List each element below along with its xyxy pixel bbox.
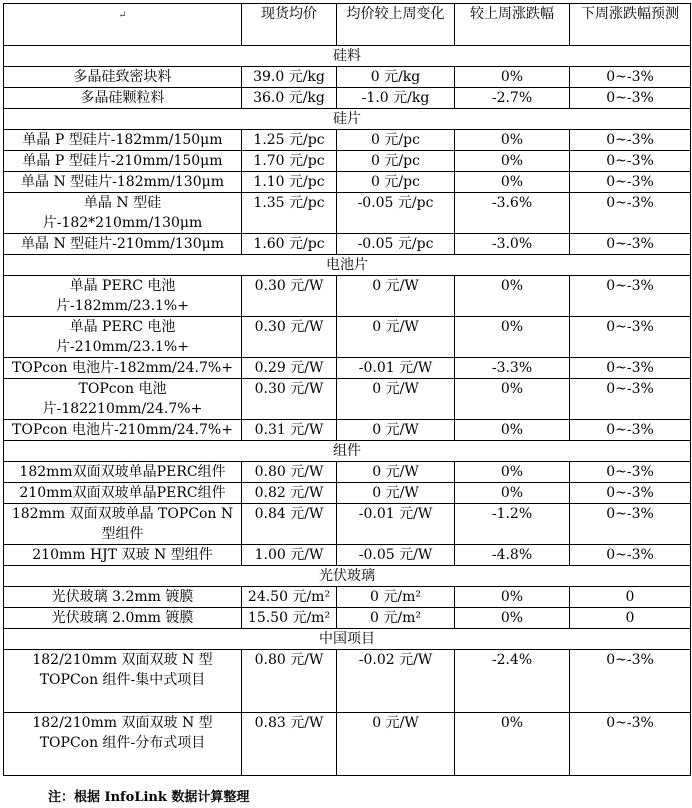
weekly-pct: 0%: [455, 172, 570, 193]
product-name: 210mm HJT 双玻 N 型组件: [4, 545, 242, 566]
product-name: 多晶硅颗粒料: [4, 88, 242, 109]
table-row: [4, 234, 691, 255]
forecast: 0~-3%: [570, 234, 691, 255]
weekly-change: 0 元/m²: [337, 587, 455, 608]
table-row: [4, 713, 691, 776]
weekly-pct: 0%: [455, 130, 570, 151]
forecast: 0~-3%: [570, 420, 691, 441]
weekly-pct: -1.2%: [455, 504, 570, 545]
weekly-pct: -2.4%: [455, 650, 570, 713]
forecast: 0~-3%: [570, 713, 691, 776]
weekly-pct: -3.3%: [455, 358, 570, 379]
weekly-pct: -2.7%: [455, 88, 570, 109]
forecast: 0~-3%: [570, 462, 691, 483]
product-name: 多晶硅致密块料: [4, 67, 242, 88]
forecast: 0~-3%: [570, 193, 691, 234]
weekly-change: -1.0 元/kg: [337, 88, 455, 109]
section-title: 电池片: [4, 255, 691, 276]
weekly-pct: 0%: [455, 317, 570, 358]
weekly-pct: 0%: [455, 420, 570, 441]
spot-price: 1.60 元/pc: [242, 234, 337, 255]
spot-price: 0.30 元/W: [242, 379, 337, 420]
product-name: 单晶 PERC 电池片-182mm/23.1%+: [4, 276, 242, 317]
section-row: [4, 629, 691, 650]
section-row: [4, 46, 691, 67]
spot-price: 36.0 元/kg: [242, 88, 337, 109]
forecast: 0~-3%: [570, 504, 691, 545]
spot-price: 1.10 元/pc: [242, 172, 337, 193]
spot-price: 0.82 元/W: [242, 483, 337, 504]
table-row: [4, 650, 691, 713]
forecast: 0~-3%: [570, 545, 691, 566]
header-row: [4, 4, 691, 46]
table-row: [4, 379, 691, 420]
section-row: [4, 566, 691, 587]
spot-price: 39.0 元/kg: [242, 67, 337, 88]
forecast: 0: [570, 587, 691, 608]
section-title: 中国项目: [4, 629, 691, 650]
table-row: [4, 545, 691, 566]
product-name: 单晶 N 型硅片-182*210mm/130μm: [4, 193, 242, 234]
forecast: 0~-3%: [570, 67, 691, 88]
product-name: 单晶 P 型硅片-210mm/150μm: [4, 151, 242, 172]
weekly-change: -0.01 元/W: [337, 504, 455, 545]
forecast: 0~-3%: [570, 151, 691, 172]
table-row: [4, 462, 691, 483]
forecast: 0~-3%: [570, 379, 691, 420]
paragraph-mark-icon: ↵: [118, 10, 127, 21]
spot-price: 0.80 元/W: [242, 462, 337, 483]
section-title: 硅料: [4, 46, 691, 67]
spot-price: 1.00 元/W: [242, 545, 337, 566]
table-row: [4, 88, 691, 109]
weekly-change: 0 元/pc: [337, 151, 455, 172]
table-row: [4, 587, 691, 608]
forecast: 0~-3%: [570, 130, 691, 151]
weekly-change: 0 元/W: [337, 379, 455, 420]
table-row: [4, 276, 691, 317]
product-name: TOPcon 电池片-210mm/24.7%+: [4, 420, 242, 441]
forecast: 0~-3%: [570, 88, 691, 109]
product-name: 单晶 N 型硅片-210mm/130μm: [4, 234, 242, 255]
table-row: [4, 358, 691, 379]
weekly-pct: 0%: [455, 462, 570, 483]
section-title: 硅片: [4, 109, 691, 130]
product-name: 182/210mm 双面双玻 N 型 TOPCon 组件-分布式项目: [4, 713, 242, 776]
forecast: 0~-3%: [570, 317, 691, 358]
spot-price: 0.31 元/W: [242, 420, 337, 441]
table-row: [4, 608, 691, 629]
footnote: 注：根据 InfoLink 数据计算整理: [48, 790, 250, 805]
weekly-pct: 0%: [455, 379, 570, 420]
weekly-pct: -4.8%: [455, 545, 570, 566]
weekly-change: 0 元/W: [337, 420, 455, 441]
section-row: [4, 255, 691, 276]
weekly-change: 0 元/W: [337, 317, 455, 358]
forecast: 0~-3%: [570, 172, 691, 193]
weekly-change: -0.05 元/pc: [337, 193, 455, 234]
forecast: 0~-3%: [570, 276, 691, 317]
weekly-pct: 0%: [455, 276, 570, 317]
weekly-change: -0.01 元/W: [337, 358, 455, 379]
spot-price: 0.84 元/W: [242, 504, 337, 545]
weekly-change: 0 元/W: [337, 713, 455, 776]
spot-price: 0.30 元/W: [242, 317, 337, 358]
price-table: [3, 3, 691, 776]
table-row: [4, 483, 691, 504]
weekly-pct: 0%: [455, 713, 570, 776]
weekly-change: 0 元/m²: [337, 608, 455, 629]
table-row: [4, 67, 691, 88]
weekly-pct: 0%: [455, 608, 570, 629]
table-row: [4, 193, 691, 234]
header-cell-pct: 较上周涨跌幅: [455, 4, 570, 46]
forecast: 0~-3%: [570, 358, 691, 379]
weekly-change: -0.05 元/W: [337, 545, 455, 566]
header-cell-corner: [4, 4, 242, 46]
weekly-change: 0 元/pc: [337, 130, 455, 151]
weekly-pct: 0%: [455, 587, 570, 608]
spot-price: 0.83 元/W: [242, 713, 337, 776]
product-name: 单晶 PERC 电池片-210mm/23.1%+: [4, 317, 242, 358]
forecast: 0~-3%: [570, 650, 691, 713]
weekly-change: -0.02 元/W: [337, 650, 455, 713]
header-cell-change: 均价较上周变化: [337, 4, 455, 46]
header-cell-price: 现货均价: [242, 4, 337, 46]
spot-price: 0.80 元/W: [242, 650, 337, 713]
weekly-pct: -3.6%: [455, 193, 570, 234]
section-row: [4, 109, 691, 130]
table-row: [4, 151, 691, 172]
forecast: 0: [570, 608, 691, 629]
table-row: [4, 504, 691, 545]
table-row: [4, 317, 691, 358]
table-row: [4, 130, 691, 151]
spot-price: 1.35 元/pc: [242, 193, 337, 234]
product-name: 210mm双面双玻单晶PERC组件: [4, 483, 242, 504]
product-name: 182/210mm 双面双玻 N 型 TOPCon 组件-集中式项目: [4, 650, 242, 713]
spot-price: 15.50 元/m²: [242, 608, 337, 629]
weekly-pct: 0%: [455, 483, 570, 504]
weekly-pct: 0%: [455, 67, 570, 88]
product-name: 光伏玻璃 2.0mm 镀膜: [4, 608, 242, 629]
spot-price: 24.50 元/m²: [242, 587, 337, 608]
weekly-change: 0 元/W: [337, 462, 455, 483]
weekly-change: 0 元/W: [337, 483, 455, 504]
product-name: TOPcon 电池片-182210mm/24.7%+: [4, 379, 242, 420]
product-name: 单晶 P 型硅片-182mm/150μm: [4, 130, 242, 151]
weekly-pct: -3.0%: [455, 234, 570, 255]
product-name: 光伏玻璃 3.2mm 镀膜: [4, 587, 242, 608]
forecast: 0~-3%: [570, 483, 691, 504]
section-title: 光伏玻璃: [4, 566, 691, 587]
weekly-change: 0 元/kg: [337, 67, 455, 88]
product-name: TOPcon 电池片-182mm/24.7%+: [4, 358, 242, 379]
spot-price: 1.25 元/pc: [242, 130, 337, 151]
spot-price: 1.70 元/pc: [242, 151, 337, 172]
product-name: 182mm双面双玻单晶PERC组件: [4, 462, 242, 483]
section-row: [4, 441, 691, 462]
table-row: [4, 420, 691, 441]
weekly-change: 0 元/W: [337, 276, 455, 317]
weekly-pct: 0%: [455, 151, 570, 172]
header-cell-forecast: 下周涨跌幅预测: [570, 4, 691, 46]
product-name: 182mm 双面双玻单晶 TOPCon N 型组件: [4, 504, 242, 545]
spot-price: 0.30 元/W: [242, 276, 337, 317]
section-title: 组件: [4, 441, 691, 462]
weekly-change: -0.05 元/pc: [337, 234, 455, 255]
product-name: 单晶 N 型硅片-182mm/130μm: [4, 172, 242, 193]
weekly-change: 0 元/pc: [337, 172, 455, 193]
spot-price: 0.29 元/W: [242, 358, 337, 379]
table-row: [4, 172, 691, 193]
